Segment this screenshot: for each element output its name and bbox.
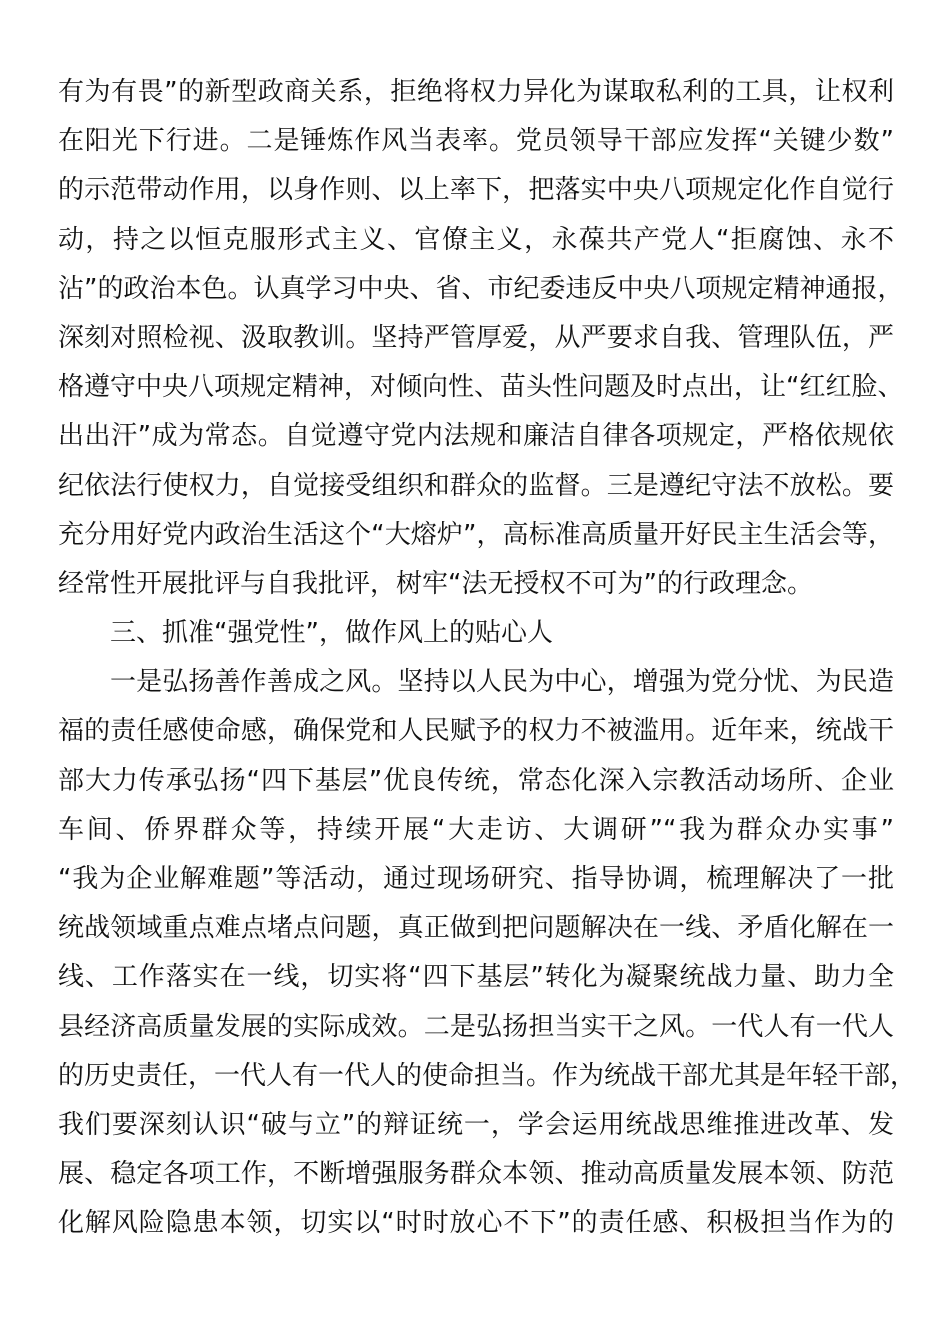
text-line: 格遵守中央八项规定精神，对倾向性、苗头性问题及时点出，让“红红脸、 bbox=[58, 372, 904, 403]
text-line: 有为有畏”的新型政商关系，拒绝将权力异化为谋取私利的工具，让权利 bbox=[58, 77, 894, 107]
text-line: 的历史责任，一代人有一代人的使命担当。作为统战干部尤其是年轻干部， bbox=[58, 1060, 917, 1091]
text-line: 化解风险隐患本领，切实以“时时放心不下”的责任感、积极担当作为的 bbox=[58, 1208, 894, 1239]
text-line: 县经济高质量发展的实际成效。二是弘扬担当实干之风。一代人有一代人 bbox=[58, 1011, 894, 1042]
text-line: 充分用好党内政治生活这个“大熔炉”，高标准高质量开好民主生活会等， bbox=[58, 519, 894, 550]
text-line: 的示范带动作用，以身作则、以上率下，把落实中央八项规定化作自觉行 bbox=[58, 175, 894, 206]
text-line: 福的责任感使命感，确保党和人民赋予的权力不被滥用。近年来，统战干 bbox=[58, 716, 894, 747]
text-line: 沾”的政治本色。认真学习中央、省、市纪委违反中央八项规定精神通报， bbox=[58, 273, 904, 304]
text-line: 一是弘扬善作善成之风。坚持以人民为中心，增强为党分忧、为民造 bbox=[110, 667, 894, 698]
section-heading: 三、抓准“强党性”，做作风上的贴心人 bbox=[110, 618, 553, 649]
text-line: 动，持之以恒克服形式主义、官僚主义，永葆共产党人“拒腐蚀、永不 bbox=[58, 224, 894, 255]
text-line: 出出汗”成为常态。自觉遵守党内法规和廉洁自律各项规定，严格依规依 bbox=[58, 421, 894, 452]
text-line: 深刻对照检视、汲取教训。坚持严管厚爱，从严要求自我、管理队伍，严 bbox=[58, 322, 894, 353]
text-line: 经常性开展批评与自我批评，树牢“法无授权不可为”的行政理念。 bbox=[58, 568, 813, 599]
document-body bbox=[58, 68, 917, 1249]
text-line: 统战领域重点难点堵点问题，真正做到把问题解决在一线、矛盾化解在一 bbox=[58, 913, 894, 944]
text-line: 线、工作落实在一线，切实将“四下基层”转化为凝聚统战力量、助力全 bbox=[58, 962, 894, 993]
text-line: 在阳光下行进。二是锤炼作风当表率。党员领导干部应发挥“关键少数” bbox=[58, 126, 894, 157]
text-line: 我们要深刻认识“破与立”的辩证统一，学会运用统战思维推进改革、发 bbox=[58, 1109, 894, 1140]
text-line: 展、稳定各项工作，不断增强服务群众本领、推动高质量发展本领、防范 bbox=[58, 1159, 894, 1190]
text-line: 车间、侨界群众等，持续开展“大走访、大调研”“我为群众办实事” bbox=[58, 814, 894, 845]
text-line: “我为企业解难题”等活动，通过现场研究、指导协调，梳理解决了一批 bbox=[58, 864, 894, 894]
text-line: 纪依法行使权力，自觉接受组织和群众的监督。三是遵纪守法不放松。要 bbox=[58, 470, 894, 501]
text-line: 部大力传承弘扬“四下基层”优良传统，常态化深入宗教活动场所、企业 bbox=[58, 765, 894, 796]
